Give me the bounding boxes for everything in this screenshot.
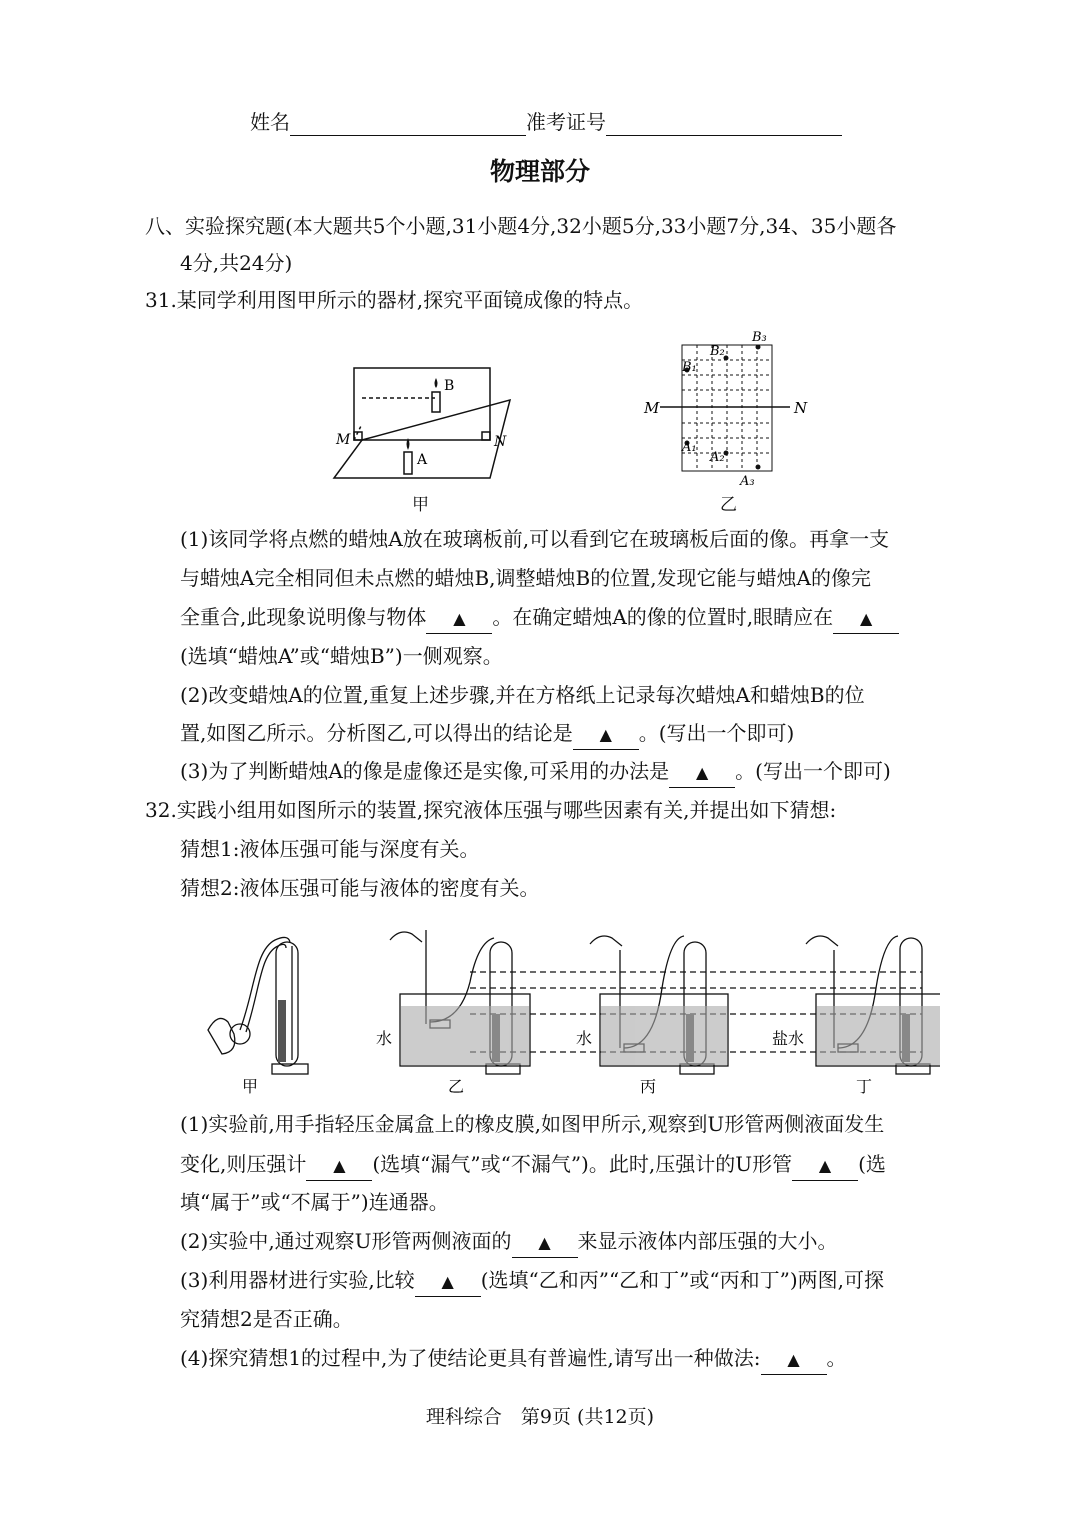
part8-title-line2: 4分,共24分): [180, 251, 293, 275]
exam-no-label: 准考证号: [526, 110, 606, 134]
q32-p3-line1a: (3)利用器材进行实验,比较: [180, 1268, 415, 1292]
name-label: 姓名: [250, 110, 290, 134]
answer-blank-32-2[interactable]: ▲: [792, 1152, 858, 1181]
q31-fig-jia-caption: 甲: [412, 495, 429, 515]
section-title: 物理部分: [489, 157, 590, 186]
q32-p1-line2c: (选: [858, 1152, 886, 1176]
q32-guess2: 猜想2:液体压强可能与液体的密度有关。: [180, 876, 540, 900]
q32-stem: 32.实践小组用如图所示的装置,探究液体压强与哪些因素有关,并提出如下猜想:: [145, 798, 837, 822]
q31-fig-yi-caption: 乙: [720, 495, 737, 515]
answer-blank-32-3[interactable]: ▲: [512, 1229, 578, 1258]
fig-yi-label-n: N: [794, 399, 808, 417]
q31-p3b: 。(写出一个即可): [735, 759, 891, 783]
answer-blank-32-5[interactable]: ▲: [761, 1346, 827, 1375]
q31-p1-line1: (1)该同学将点燃的蜡烛A放在玻璃板前,可以看到它在玻璃板后面的像。再拿一支: [180, 527, 890, 551]
answer-blank-31-1[interactable]: ▲: [426, 605, 492, 634]
answer-blank-31-3[interactable]: ▲: [573, 721, 639, 750]
fig-jia-label-m: M: [336, 432, 351, 448]
name-blank[interactable]: [290, 109, 526, 136]
fig-yi-label-b1: B₁: [682, 360, 697, 375]
part8-title-line1: 八、实验探究题(本大题共5个小题,31小题4分,32小题5分,33小题7分,34、35小题各: [145, 214, 897, 238]
q32-p3-line1b: (选填“乙和丙”“乙和丁”或“丙和丁”)两图,可探: [480, 1268, 884, 1292]
q32-p3-line2: 究猜想2是否正确。: [180, 1307, 353, 1331]
q32-p2b: 来显示液体内部压强的大小。: [577, 1229, 838, 1253]
q32-p3-line1: [180, 1266, 884, 1297]
q31-p2-line2: [180, 719, 794, 750]
q32-p4: [180, 1344, 847, 1375]
q32-figure: [200, 910, 940, 1100]
q32-guess1: 猜想1:液体压强可能与深度有关。: [180, 837, 480, 861]
q31-p1-line3a: 全重合,此现象说明像与物体: [180, 605, 427, 629]
q31-p2-line2a: 置,如图乙所示。分析图乙,可以得出的结论是: [180, 721, 573, 745]
answer-blank-31-2[interactable]: ▲: [833, 605, 899, 634]
q32-p4b: 。: [826, 1346, 847, 1370]
q32-p1-line2a: 变化,则压强计: [180, 1152, 307, 1176]
answer-blank-31-4[interactable]: ▲: [669, 759, 735, 788]
q32-p2a: (2)实验中,通过观察U形管两侧液面的: [180, 1229, 512, 1253]
q31-p1-line3: [180, 603, 899, 634]
q32-caption-bing: 丙: [640, 1077, 657, 1096]
fig-jia-label-a: A: [417, 452, 428, 468]
q31-p3a: (3)为了判断蜡烛A的像是虚像还是实像,可采用的办法是: [180, 759, 670, 783]
fig-yi-label-m: M: [644, 399, 660, 417]
q31-stem: 31.某同学利用图甲所示的器材,探究平面镜成像的特点。: [145, 288, 644, 312]
fig-yi-label-a3: A₃: [740, 474, 755, 489]
q32-p1-line2: [180, 1150, 886, 1181]
q32-p4a: (4)探究猜想1的过程中,为了使结论更具有普遍性,请写出一种做法:: [180, 1346, 761, 1370]
answer-blank-32-4[interactable]: ▲: [415, 1268, 481, 1297]
page-footer: 理科综合 第9页 (共12页): [425, 1406, 655, 1428]
q32-caption-yi: 乙: [448, 1077, 465, 1096]
fig-yi-label-b3: B₃: [752, 330, 767, 345]
q32-p1-line1: (1)实验前,用手指轻压金属盒上的橡皮膜,如图甲所示,观察到U形管两侧液面发生: [180, 1112, 885, 1136]
name-row: [250, 108, 842, 136]
q31-p1-line4: (选填“蜡烛A”或“蜡烛B”)一侧观察。: [180, 644, 503, 668]
q32-label-saltwater-ding: 盐水: [772, 1029, 805, 1048]
q32-p1-line3: 填“属于”或“不属于”)连通器。: [180, 1190, 449, 1214]
q32-p1-line2b: (选填“漏气”或“不漏气”)。此时,压强计的U形管: [372, 1152, 793, 1176]
answer-blank-32-1[interactable]: ▲: [306, 1152, 372, 1181]
q31-p1-line3b: 。在确定蜡烛A的像的位置时,眼睛应在: [492, 605, 834, 629]
q31-p2-line1: (2)改变蜡烛A的位置,重复上述步骤,并在方格纸上记录每次蜡烛A和蜡烛B的位: [180, 683, 865, 707]
q31-p1-line2: 与蜡烛A完全相同但未点燃的蜡烛B,调整蜡烛B的位置,发现它能与蜡烛A的像完: [180, 566, 871, 590]
q32-caption-ding: 丁: [856, 1077, 873, 1096]
q31-figure-yi: [640, 325, 820, 495]
q31-p2-line2b: 。(写出一个即可): [638, 721, 795, 745]
q32-label-water-bing: 水: [576, 1029, 593, 1048]
q32-p2: [180, 1227, 838, 1258]
flame-b-icon: [435, 378, 438, 388]
q31-p3: [180, 757, 891, 788]
fig-jia-label-n: N: [494, 434, 507, 450]
fig-yi-label-b2: B₂: [710, 344, 725, 359]
q32-caption-jia: 甲: [242, 1077, 259, 1096]
q32-label-water-yi: 水: [376, 1029, 393, 1048]
fig-yi-label-a2: A₂: [710, 450, 725, 465]
exam-no-blank[interactable]: [606, 109, 842, 136]
fig-jia-label-b: B: [444, 378, 455, 394]
fig-yi-label-a1: A₁: [682, 440, 697, 455]
